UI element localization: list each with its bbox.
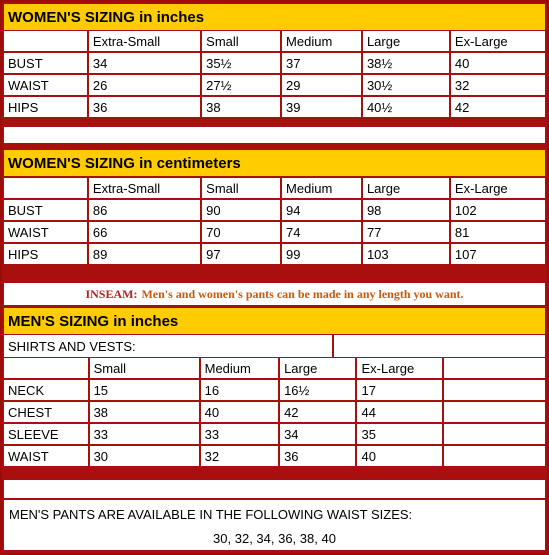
table-header-row xyxy=(4,178,545,198)
column-header xyxy=(4,178,87,198)
table-cell: 94 xyxy=(282,200,361,220)
row-label: HIPS xyxy=(4,244,87,264)
table-cell: 33 xyxy=(201,424,278,444)
row-label: NECK xyxy=(4,380,88,400)
column-header: Large xyxy=(280,358,355,378)
shirts-vests-label: SHIRTS AND VESTS: xyxy=(4,335,332,357)
table-row xyxy=(4,97,545,117)
table-cell: 37 xyxy=(282,53,361,73)
women-cm-title: WOMEN'S SIZING in centimeters xyxy=(4,150,545,176)
table-cell: 16 xyxy=(201,380,278,400)
table-header-row xyxy=(4,31,545,51)
column-header: Ex-Large xyxy=(451,31,545,51)
column-header: Extra-Small xyxy=(89,178,200,198)
table-cell: 35 xyxy=(357,424,442,444)
table-cell: 97 xyxy=(202,244,280,264)
pants-waist-sizes: 30, 32, 34, 36, 38, 40 xyxy=(213,531,336,546)
table-cell xyxy=(444,424,545,444)
table-cell: 102 xyxy=(451,200,545,220)
column-header: Small xyxy=(90,358,199,378)
pants-heading: MEN'S PANTS ARE AVAILABLE IN THE FOLLOWING WAIST SIZES: xyxy=(9,507,413,522)
table-cell: 36 xyxy=(280,446,355,466)
table-cell xyxy=(444,446,545,466)
table-cell: 44 xyxy=(357,402,442,422)
table-row xyxy=(4,402,545,422)
row-label: WAIST xyxy=(4,75,87,95)
column-header: Medium xyxy=(201,358,278,378)
table-cell xyxy=(444,402,545,422)
pants-box xyxy=(4,500,545,550)
inseam-text: Men's and women's pants can be made in any length you want. xyxy=(141,286,464,301)
table-cell: 40 xyxy=(357,446,442,466)
table-cell: 40 xyxy=(451,53,545,73)
table-cell: 74 xyxy=(282,222,361,242)
table-row xyxy=(4,446,545,466)
table-cell: 38½ xyxy=(363,53,449,73)
women-cm-table xyxy=(2,176,547,266)
row-label: WAIST xyxy=(4,446,88,466)
table-cell: 107 xyxy=(451,244,545,264)
table-row xyxy=(4,200,545,220)
women-inches-table xyxy=(2,29,547,119)
table-cell: 33 xyxy=(90,424,199,444)
table-cell: 29 xyxy=(282,75,361,95)
column-header xyxy=(4,358,88,378)
column-header: Large xyxy=(363,178,449,198)
table-cell: 86 xyxy=(89,200,200,220)
table-cell: 35½ xyxy=(202,53,280,73)
men-inches-table xyxy=(2,356,547,468)
table-cell: 40 xyxy=(201,402,278,422)
table-cell: 103 xyxy=(363,244,449,264)
table-cell: 15 xyxy=(90,380,199,400)
table-row xyxy=(4,424,545,444)
table-cell: 66 xyxy=(89,222,200,242)
table-cell: 34 xyxy=(280,424,355,444)
column-header: Ex-Large xyxy=(451,178,545,198)
table-cell: 98 xyxy=(363,200,449,220)
column-header: Medium xyxy=(282,31,361,51)
subheader-empty xyxy=(334,335,545,357)
column-header: Small xyxy=(202,178,280,198)
column-header: Small xyxy=(202,31,280,51)
men-inches-title: MEN'S SIZING in inches xyxy=(4,308,545,334)
table-header-row xyxy=(4,358,545,378)
table-row xyxy=(4,380,545,400)
table-row xyxy=(4,75,545,95)
table-cell: 81 xyxy=(451,222,545,242)
row-label: BUST xyxy=(4,200,87,220)
table-cell: 26 xyxy=(89,75,200,95)
table-cell: 32 xyxy=(451,75,545,95)
table-cell: 30½ xyxy=(363,75,449,95)
table-row xyxy=(4,222,545,242)
table-cell: 77 xyxy=(363,222,449,242)
column-header: Large xyxy=(363,31,449,51)
table-cell xyxy=(444,380,545,400)
table-cell: 99 xyxy=(282,244,361,264)
table-cell: 39 xyxy=(282,97,361,117)
table-cell: 34 xyxy=(89,53,200,73)
row-label: WAIST xyxy=(4,222,87,242)
inseam-note xyxy=(4,283,545,305)
table-cell: 17 xyxy=(357,380,442,400)
table-cell: 38 xyxy=(90,402,199,422)
column-header: Extra-Small xyxy=(89,31,200,51)
women-inches-title: WOMEN'S SIZING in inches xyxy=(4,4,545,30)
table-cell: 90 xyxy=(202,200,280,220)
table-cell: 42 xyxy=(280,402,355,422)
table-cell: 42 xyxy=(451,97,545,117)
spacer xyxy=(4,480,545,498)
row-label: SLEEVE xyxy=(4,424,88,444)
table-cell: 89 xyxy=(89,244,200,264)
column-header xyxy=(4,31,87,51)
column-header: Medium xyxy=(282,178,361,198)
table-cell: 70 xyxy=(202,222,280,242)
column-header xyxy=(444,358,545,378)
table-cell: 40½ xyxy=(363,97,449,117)
table-cell: 32 xyxy=(201,446,278,466)
table-cell: 16½ xyxy=(280,380,355,400)
table-cell: 38 xyxy=(202,97,280,117)
table-cell: 30 xyxy=(90,446,199,466)
inseam-label: INSEAM: xyxy=(85,286,138,301)
table-row xyxy=(4,53,545,73)
row-label: CHEST xyxy=(4,402,88,422)
spacer xyxy=(4,127,545,143)
table-row xyxy=(4,244,545,264)
column-header: Ex-Large xyxy=(357,358,442,378)
table-cell: 36 xyxy=(89,97,200,117)
row-label: BUST xyxy=(4,53,87,73)
row-label: HIPS xyxy=(4,97,87,117)
table-cell: 27½ xyxy=(202,75,280,95)
